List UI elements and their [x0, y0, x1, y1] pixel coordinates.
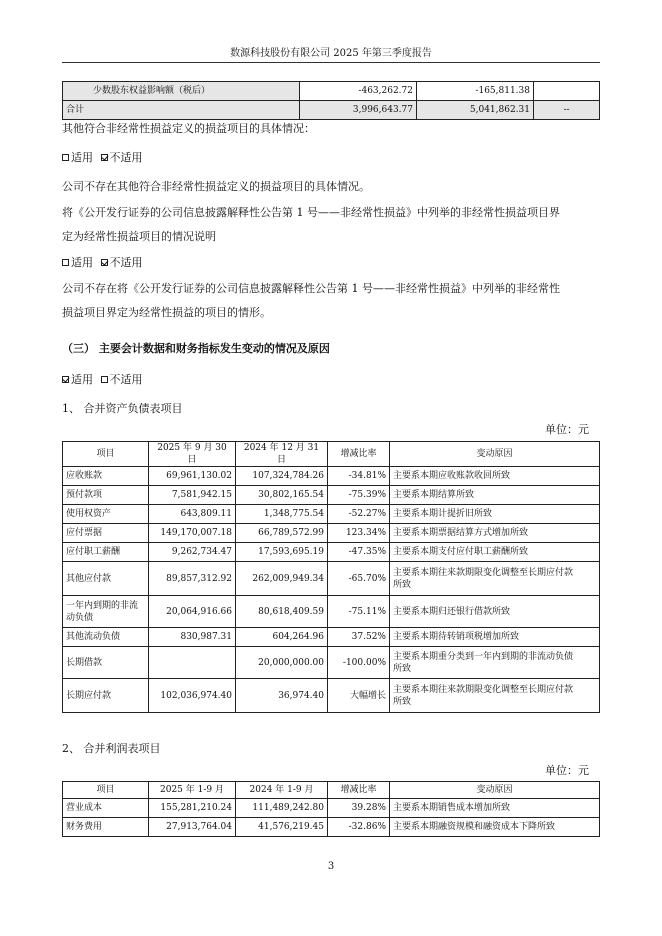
current-value: 27,913,764.04 — [149, 818, 236, 837]
column-header: 项目 — [63, 782, 149, 799]
change-ratio: -47.35% — [328, 543, 390, 562]
header-divider — [62, 62, 600, 63]
prior-value: 262,009,949.34 — [236, 562, 328, 596]
reason-line: 主要系本期往来款期限变化调整至长期应付款 — [393, 567, 574, 578]
table-row — [63, 562, 600, 596]
income-statement-heading: 2、 合并利润表项目 — [62, 742, 161, 755]
change-reason: 主要系本期应收账款收回所致 — [390, 467, 600, 486]
table-row — [63, 467, 600, 486]
row-ytd-value: 5,041,862.31 — [417, 101, 534, 120]
current-value: 149,170,007.18 — [149, 524, 236, 543]
column-header: 2025 年 9 月 30 日 — [149, 442, 236, 467]
balance-sheet-heading: 1、 合并资产负债表项目 — [62, 402, 183, 415]
current-value: 69,961,130.02 — [149, 467, 236, 486]
prior-value: 66,789,572.99 — [236, 524, 328, 543]
table-row — [63, 543, 600, 562]
row-current-value: 3,996,643.77 — [300, 101, 417, 120]
table-row-total — [63, 101, 600, 120]
option-applicable-label: 适用 — [71, 151, 93, 164]
change-reason: 主要系本期融资规模和融资成本下降所致 — [390, 818, 600, 837]
row-current-value: -463,262.72 — [300, 82, 417, 101]
row-label: 合计 — [63, 101, 300, 120]
item-name: 长期应付款 — [63, 679, 149, 713]
item-name: 应付职工薪酬 — [63, 543, 149, 562]
change-ratio: -75.11% — [328, 596, 390, 628]
change-reason: 主要系本期结算所致 — [390, 486, 600, 505]
current-value: 643,809.11 — [149, 505, 236, 524]
prior-value: 111,489,242.80 — [236, 799, 328, 818]
current-value: 7,581,942.15 — [149, 486, 236, 505]
column-header: 2024 年 12 月 31 日 — [236, 442, 328, 467]
prior-value: 1,348,775.54 — [236, 505, 328, 524]
checkbox-not-applicable — [101, 376, 108, 383]
change-ratio: 37.52% — [328, 628, 390, 647]
table-row — [63, 524, 600, 543]
item-line: 动负债 — [66, 612, 94, 623]
item-name: 应收账款 — [63, 467, 149, 486]
current-value: 830,987.31 — [149, 628, 236, 647]
change-reason: 主要系本期归还银行借款所致 — [390, 596, 600, 628]
current-value: 102,036,974.40 — [149, 679, 236, 713]
reclass-statement-line2: 损益项目界定为经常性损益的项目的情形。 — [62, 306, 271, 319]
change-ratio: 123.34% — [328, 524, 390, 543]
current-value: 9,262,734.47 — [149, 543, 236, 562]
item-name: 长期借款 — [63, 647, 149, 679]
checkbox-not-applicable — [101, 154, 108, 161]
row-label: 少数股东权益影响额（税后） — [63, 82, 300, 101]
table-row — [63, 628, 600, 647]
table-row — [63, 596, 600, 628]
column-header: 2024 年 1-9 月 — [236, 782, 328, 799]
change-reason — [390, 562, 600, 596]
change-ratio: 39.28% — [328, 799, 390, 818]
table-row — [63, 647, 600, 679]
prior-value: 80,618,409.59 — [236, 596, 328, 628]
item-name: 财务费用 — [63, 818, 149, 837]
change-ratio: -32.86% — [328, 818, 390, 837]
column-header: 项目 — [63, 442, 149, 467]
item-name: 其他应付款 — [63, 562, 149, 596]
current-value: 20,064,916.66 — [149, 596, 236, 628]
reclass-statement — [62, 277, 600, 325]
report-header-title: 数源科技股份有限公司 2025 年第三季度报告 — [230, 48, 432, 59]
item-name: 使用权资产 — [63, 505, 149, 524]
change-reason: 主要系本期计提折旧所致 — [390, 505, 600, 524]
item-name: 其他流动负债 — [63, 628, 149, 647]
change-ratio: -100.00% — [328, 647, 390, 679]
item-name — [63, 596, 149, 628]
income-statement-table — [62, 781, 600, 837]
current-value: 155,281,210.24 — [149, 799, 236, 818]
reason-line: 所致 — [393, 696, 412, 707]
item-name: 营业成本 — [63, 799, 149, 818]
change-ratio: -34.81% — [328, 467, 390, 486]
checkbox-not-applicable — [101, 259, 108, 266]
table-row — [63, 505, 600, 524]
other-items-title: 其他符合非经常性损益定义的损益项目的具体情况： — [62, 122, 315, 135]
change-ratio: -52.27% — [328, 505, 390, 524]
checkbox-applicable — [62, 376, 69, 383]
row-note — [534, 82, 600, 101]
reclass-options — [62, 255, 143, 271]
row-note: -- — [534, 101, 600, 120]
table-row — [63, 799, 600, 818]
reclass-title-line2: 定为经常性损益项目的情况说明 — [62, 230, 216, 243]
reason-line: 所致 — [393, 579, 412, 590]
change-reason: 主要系本期票据结算方式增加所致 — [390, 524, 600, 543]
other-items-options — [62, 150, 143, 166]
column-header: 2025 年 1-9 月 — [149, 782, 236, 799]
reason-line: 主要系本期重分类到一年内到期的非流动负债 — [393, 651, 574, 662]
option-not-applicable-label: 不适用 — [109, 151, 143, 164]
balance-sheet-unit: 单位：元 — [545, 423, 589, 436]
change-reason: 主要系本期销售成本增加所致 — [390, 799, 600, 818]
section3-title: （三） 主要会计数据和财务指标发生变动的情况及原因 — [62, 342, 330, 355]
current-value — [149, 647, 236, 679]
nonrecurring-table-tail — [62, 81, 600, 120]
section3-options — [62, 372, 143, 388]
reclass-title — [62, 201, 600, 249]
checkbox-applicable — [62, 259, 69, 266]
change-ratio: 大幅增长 — [328, 679, 390, 713]
item-name: 预付款项 — [63, 486, 149, 505]
table-row — [63, 818, 600, 837]
prior-value: 107,324,784.26 — [236, 467, 328, 486]
reclass-statement-line1: 公司不存在将《公开发行证券的公司信息披露解释性公告第 1 号——非经常性损益》中列举的非经常性 — [62, 282, 560, 295]
reclass-title-line1: 将《公开发行证券的公司信息披露解释性公告第 1 号——非经常性损益》中列举的非经常性损益项目界 — [62, 206, 560, 219]
balance-sheet-table — [62, 441, 600, 713]
reason-line: 所致 — [393, 663, 412, 674]
table-row — [63, 486, 600, 505]
item-name: 应付票据 — [63, 524, 149, 543]
prior-value: 604,264.96 — [236, 628, 328, 647]
option-applicable-label: 适用 — [71, 373, 93, 386]
change-reason — [390, 679, 600, 713]
reason-line: 主要系本期往来款期限变化调整至长期应付款 — [393, 684, 574, 695]
table-row — [63, 82, 600, 101]
change-reason: 主要系本期待转销项税增加所致 — [390, 628, 600, 647]
option-not-applicable-label: 不适用 — [109, 256, 143, 269]
change-ratio: -65.70% — [328, 562, 390, 596]
change-reason — [390, 647, 600, 679]
other-items-statement: 公司不存在其他符合非经常性损益定义的损益项目的具体情况。 — [62, 180, 370, 193]
column-header: 增减比率 — [328, 782, 390, 799]
item-line: 一年内到期的非流 — [66, 600, 139, 611]
change-reason: 主要系本期支付应付职工薪酬所致 — [390, 543, 600, 562]
option-not-applicable-label: 不适用 — [109, 373, 143, 386]
change-ratio: -75.39% — [328, 486, 390, 505]
prior-value: 17,593,695.19 — [236, 543, 328, 562]
column-header: 增减比率 — [328, 442, 390, 467]
current-value: 89,857,312.92 — [149, 562, 236, 596]
prior-value: 41,576,219.45 — [236, 818, 328, 837]
table-header-row — [63, 782, 600, 799]
column-header: 变动原因 — [390, 442, 600, 467]
prior-value: 36,974.40 — [236, 679, 328, 713]
option-applicable-label: 适用 — [71, 256, 93, 269]
column-header: 变动原因 — [390, 782, 600, 799]
table-row — [63, 679, 600, 713]
prior-value: 30,802,165.54 — [236, 486, 328, 505]
prior-value: 20,000,000.00 — [236, 647, 328, 679]
income-statement-unit: 单位：元 — [545, 764, 589, 777]
row-ytd-value: -165,811.38 — [417, 82, 534, 101]
checkbox-applicable — [62, 154, 69, 161]
table-header-row — [63, 442, 600, 467]
page-number: 3 — [327, 861, 335, 872]
